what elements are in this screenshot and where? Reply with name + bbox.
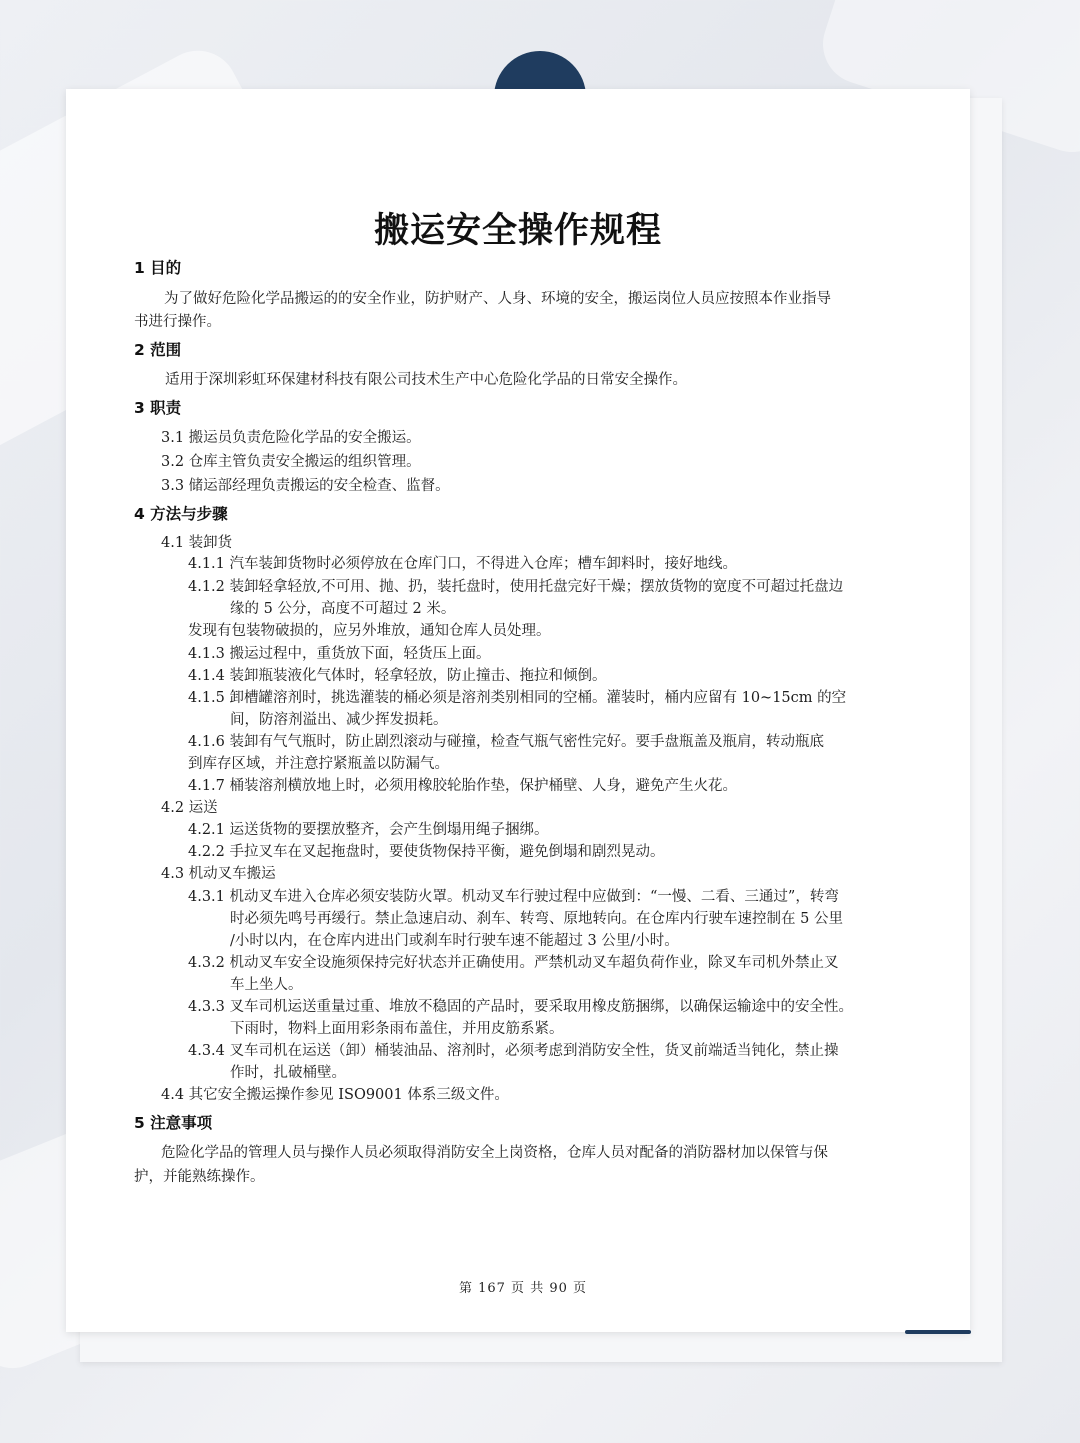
list-item: 4.2.1 运送货物的要摆放整齐，会产生倒塌用绳子捆绑。 xyxy=(188,822,549,838)
list-item: 间，防溶剂溢出、减少挥发损耗。 xyxy=(230,712,448,728)
paragraph-line: 适用于深圳彩虹环保建材科技有限公司技术生产中心危险化学品的日常安全操作。 xyxy=(165,372,687,388)
list-item: 3.3 储运部经理负责搬运的安全检查、监督。 xyxy=(161,478,450,494)
paragraph-line: 危险化学品的管理人员与操作人员必须取得消防安全上岗资格，仓库人员对配备的消防器材加以保管与保 xyxy=(161,1145,828,1161)
section-heading-1: 1 目的 xyxy=(134,259,182,277)
list-item: 3.2 仓库主管负责安全搬运的组织管理。 xyxy=(161,454,421,470)
section-heading-5: 5 注意事项 xyxy=(134,1114,213,1132)
paragraph-line: 为了做好危险化学品搬运的的安全作业，防护财产、人身、环境的安全，搬运岗位人员应按照本作业指导 xyxy=(164,291,831,307)
list-item: 4.3.3 叉车司机运送重量过重、堆放不稳固的产品时，要采取用橡皮筋捆绑，以确保运输途中的安全性。 xyxy=(188,999,853,1015)
list-item: 缘的 5 公分，高度不可超过 2 米。 xyxy=(230,601,456,617)
paragraph-line: 护，并能熟练操作。 xyxy=(134,1169,265,1185)
list-item: 4.1.4 装卸瓶装液化气体时，轻拿轻放，防止撞击、拖拉和倾倒。 xyxy=(188,668,607,684)
list-item: 4.4 其它安全搬运操作参见 ISO9001 体系三级文件。 xyxy=(161,1087,509,1103)
list-item: 3.1 搬运员负责危险化学品的安全搬运。 xyxy=(161,430,421,446)
list-item: 4.2.2 手拉叉车在叉起拖盘时，要使货物保持平衡，避免倒塌和剧烈晃动。 xyxy=(188,844,665,860)
list-item: 4.1.2 装卸轻拿轻放,不可用、抛、扔，装托盘时，使用托盘完好干燥；摆放货物的宽度不可超过托盘边 xyxy=(188,579,844,595)
list-item: 下雨时，物料上面用彩条雨布盖住，并用皮筋系紧。 xyxy=(230,1021,564,1037)
list-item: 4.1.3 搬运过程中，重货放下面，轻货压上面。 xyxy=(188,646,491,662)
subsection-heading: 4.3 机动叉车搬运 xyxy=(161,866,276,882)
paragraph-line: 书进行操作。 xyxy=(134,314,221,330)
page-title: 搬运安全操作规程 xyxy=(373,211,662,251)
list-item: 4.3.2 机动叉车安全设施须保持完好状态并正确使用。严禁机动叉车超负荷作业，除叉车司机外禁止叉 xyxy=(188,955,839,971)
page-footer: 第 167 页 共 90 页 xyxy=(458,1281,588,1296)
list-item: 作时，扎破桶壁。 xyxy=(230,1065,346,1081)
list-item: 时必须先鸣号再缓行。禁止急速启动、刹车、转弯、原地转向。在仓库内行驶车速控制在 5 公里 xyxy=(230,911,843,927)
subsection-heading: 4.2 运送 xyxy=(161,800,218,816)
subsection-heading: 4.1 装卸货 xyxy=(161,535,233,551)
list-item: 4.1.6 装卸有气气瓶时，防止剧烈滚动与碰撞，检查气瓶气密性完好。要手盘瓶盖及瓶肩，转动瓶底 xyxy=(188,734,824,750)
list-item: 到库存区域，并注意拧紧瓶盖以防漏气。 xyxy=(188,756,449,772)
list-item: /小时以内，在仓库内进出门或刹车时行驶车速不能超过 3 公里/小时。 xyxy=(230,933,679,949)
list-item: 4.3.1 机动叉车进入仓库必须安装防火罩。机动叉车行驶过程中应做到：“一慢、二看、三通过”，转弯 xyxy=(188,889,839,905)
section-heading-2: 2 范围 xyxy=(134,341,182,359)
decorative-line xyxy=(905,1330,971,1334)
list-item: 4.1.7 桶装溶剂横放地上时，必须用橡胶轮胎作垫，保护桶壁、人身，避免产生火花。 xyxy=(188,778,738,794)
list-item: 发现有包装物破损的，应另外堆放，通知仓库人员处理。 xyxy=(188,623,551,639)
list-item: 4.1.1 汽车装卸货物时必须停放在仓库门口，不得进入仓库；槽车卸料时，接好地线。 xyxy=(188,556,738,572)
list-item: 4.1.5 卸槽罐溶剂时，挑选灌装的桶必须是溶剂类别相同的空桶。灌装时，桶内应留有 10~15cm 的空 xyxy=(188,690,847,706)
section-heading-4: 4 方法与步骤 xyxy=(134,505,228,523)
section-heading-3: 3 职责 xyxy=(134,399,182,417)
list-item: 车上坐人。 xyxy=(230,977,303,993)
list-item: 4.3.4 叉车司机在运送（卸）桶装油品、溶剂时，必须考虑到消防安全性，货叉前端适当钝化，禁止操 xyxy=(188,1043,839,1059)
